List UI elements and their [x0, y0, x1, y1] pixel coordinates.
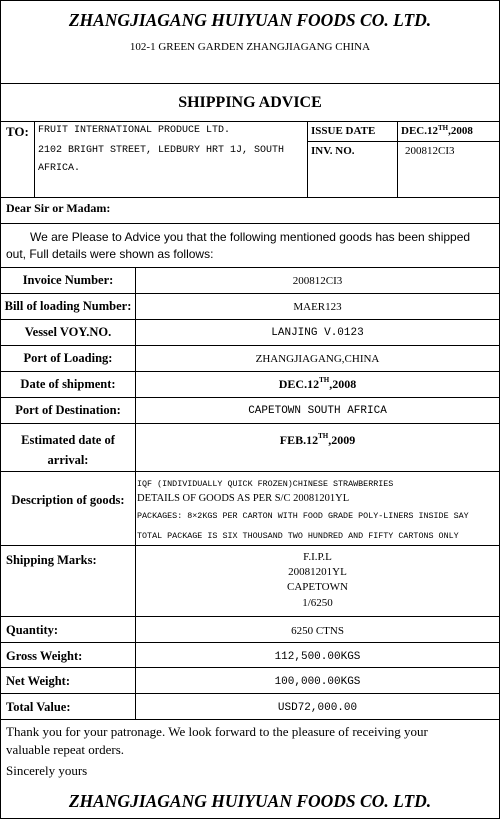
issue-date-value: DEC.12TH,2008: [401, 124, 473, 137]
divider: [1, 719, 499, 720]
bill-of-loading-value: MAER123: [293, 301, 342, 313]
port-of-loading-value: ZHANGJIAGANG,CHINA: [255, 353, 380, 365]
invoice-number-value: 200812CI3: [292, 275, 343, 287]
divider: [1, 267, 499, 268]
divider: [1, 293, 499, 294]
salutation: Dear Sir or Madam:: [6, 201, 111, 215]
divider: [1, 319, 499, 320]
estimated-arrival-label: Estimated date of: [21, 433, 115, 447]
vessel-value: LANJING V.0123: [271, 327, 364, 339]
inv-no-value: 200812CI3: [405, 145, 455, 157]
port-of-destination-value: CAPETOWN SOUTH AFRICA: [248, 405, 387, 417]
divider: [1, 471, 499, 472]
divider: [1, 345, 499, 346]
description-of-goods-label: Description of goods:: [11, 493, 125, 507]
divider: [1, 642, 499, 643]
divider: [1, 197, 499, 198]
inv-no-label: INV. NO.: [311, 145, 355, 157]
estimated-arrival-label: arrival:: [47, 453, 89, 467]
goods-description-line: PACKAGES: 8×2KGS PER CARTON WITH FOOD GRADE POLY-LINERS INSIDE SAY: [137, 511, 469, 521]
divider: [1, 121, 499, 122]
closing-text-line: valuable repeat orders.: [6, 742, 125, 757]
footer-company-name: ZHANGJIAGANG HUIYUAN FOODS CO. LTD.: [68, 791, 432, 811]
goods-description-line: DETAILS OF GOODS AS PER S/C 20081201YL: [137, 493, 350, 504]
gross-weight-label: Gross Weight:: [6, 649, 83, 663]
invoice-number-label: Invoice Number:: [22, 273, 114, 287]
shipping-mark-line: 1/6250: [302, 597, 333, 609]
closing-text-line: Thank you for your patronage. We look forward to the pleasure of receiving your: [6, 724, 428, 739]
net-weight-label: Net Weight:: [6, 674, 70, 688]
shipping-marks-label: Shipping Marks:: [6, 553, 97, 567]
divider: [34, 121, 35, 197]
total-value-label: Total Value:: [6, 700, 71, 714]
quantity-value: 6250 CTNS: [291, 625, 344, 637]
total-value-value: USD72,000.00: [277, 702, 358, 714]
divider: [1, 693, 499, 694]
shipping-mark-line: CAPETOWN: [287, 581, 348, 593]
net-weight-value: 100,000.00KGS: [274, 676, 361, 688]
quantity-label: Quantity:: [6, 623, 59, 637]
bill-of-loading-label: Bill of loading Number:: [4, 299, 132, 313]
divider: [1, 667, 499, 668]
divider: [308, 141, 499, 142]
gross-weight-value: 112,500.00KGS: [274, 651, 361, 663]
sign-off: Sincerely yours: [6, 763, 88, 778]
vessel-label: Vessel VOY.NO.: [24, 325, 112, 339]
issue-date-label: ISSUE DATE: [311, 125, 376, 137]
goods-description-line: TOTAL PACKAGE IS SIX THOUSAND TWO HUNDRED AND FIFTY CARTONS ONLY: [137, 531, 459, 541]
to-label: TO:: [6, 124, 29, 139]
goods-description-line: IQF (INDIVIDUALLY QUICK FROZEN)CHINESE STRAWBERRIES: [137, 479, 394, 489]
port-of-loading-label: Port of Loading:: [23, 351, 113, 365]
divider: [397, 121, 398, 197]
to-address-line: 2102 BRIGHT STREET, LEDBURY HRT 1J, SOUTH: [38, 145, 285, 156]
shipping-mark-line: 20081201YL: [288, 566, 347, 578]
to-address-line: AFRICA.: [38, 163, 81, 174]
company-address: 102-1 GREEN GARDEN ZHANGJIAGANG CHINA: [129, 41, 371, 53]
divider: [1, 616, 499, 617]
document-title: SHIPPING ADVICE: [178, 94, 322, 111]
intro-text-line: out, Full details were shown as follows:: [6, 247, 214, 261]
date-of-shipment-label: Date of shipment:: [20, 377, 116, 391]
intro-text-line: We are Please to Advice you that the following mentioned goods has been shipped: [30, 230, 471, 244]
divider: [1, 397, 499, 398]
divider: [1, 223, 499, 224]
port-of-destination-label: Port of Destination:: [15, 403, 121, 417]
estimated-arrival-value: FEB.12TH,2009: [279, 432, 356, 447]
company-name: ZHANGJIAGANG HUIYUAN FOODS CO. LTD.: [68, 10, 432, 30]
divider: [1, 423, 499, 424]
divider: [307, 121, 308, 197]
date-of-shipment-value: DEC.12TH,2008: [278, 376, 357, 391]
shipping-mark-line: F.I.P.L: [303, 551, 332, 563]
divider: [1, 371, 499, 372]
divider: [1, 83, 499, 84]
divider: [1, 545, 499, 546]
to-consignee-name: FRUIT INTERNATIONAL PRODUCE LTD.: [38, 125, 231, 136]
